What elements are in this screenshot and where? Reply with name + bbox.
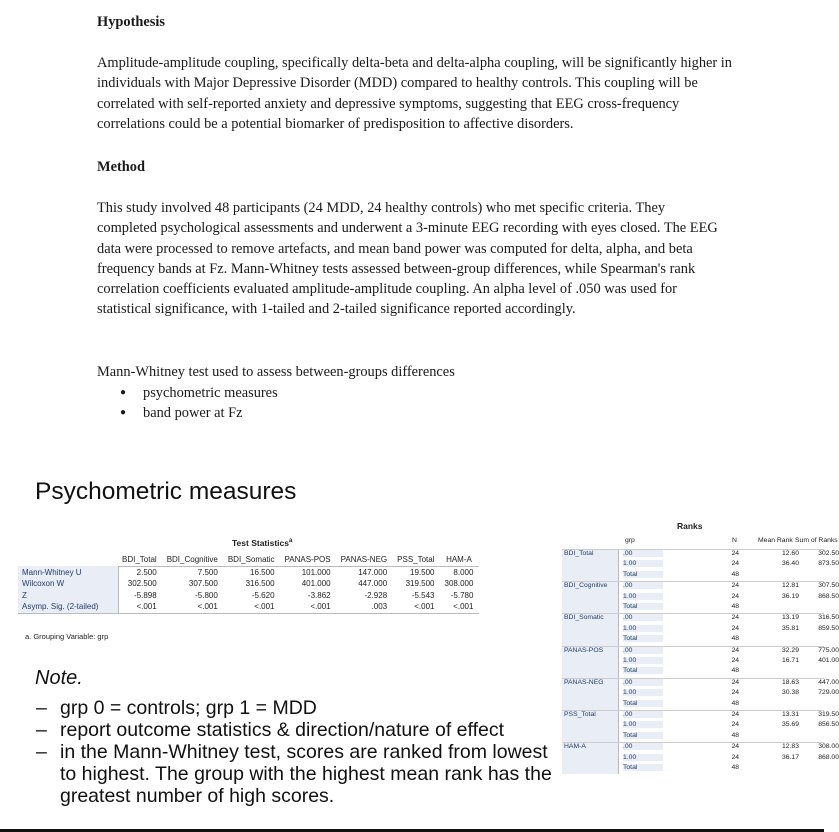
ranks-sum-cell: 775.00 <box>818 646 839 654</box>
ranks-sum-cell: 316.50 <box>818 614 839 622</box>
table-cell: 307.500 <box>188 579 218 589</box>
column-header: PANAS-NEG <box>337 554 394 566</box>
table-row <box>18 578 479 590</box>
table-header-row <box>18 554 479 566</box>
hypothesis-heading: Hypothesis <box>97 14 165 30</box>
ranks-block <box>562 581 839 613</box>
ranks-block <box>562 678 839 710</box>
ranks-sum-cell: 729.00 <box>818 689 839 697</box>
ranks-grp-cell: .00 <box>623 582 663 589</box>
ranks-n-cell: 24 <box>731 592 739 600</box>
table-cell: 401.000 <box>301 579 331 589</box>
ranks-grp-cell: .00 <box>623 743 663 750</box>
row-header-corner <box>18 554 118 566</box>
ranks-variable-label: BDI_Total <box>562 550 619 581</box>
ranks-sum-cell: 401.00 <box>818 656 839 664</box>
table-cell: 447.000 <box>358 579 388 589</box>
table-row <box>18 590 479 602</box>
table-cell: <.001 <box>441 601 480 613</box>
ranks-n-cell: 24 <box>731 624 739 632</box>
ranks-mean-rank-cell: 36.17 <box>781 753 799 761</box>
note-item: – grp 0 = controls; grp 1 = MDD <box>36 697 556 719</box>
caption-superscript: a <box>289 538 293 545</box>
ranks-block <box>562 646 839 678</box>
psychometric-title: Psychometric measures <box>35 478 297 505</box>
ranks-n-cell: 24 <box>731 711 739 718</box>
ranks-n-cell: 48 <box>731 699 739 707</box>
ranks-row <box>619 582 839 592</box>
ranks-grp-cell: 1.00 <box>623 593 663 600</box>
ranks-block <box>562 742 839 774</box>
column-header: BDI_Cognitive <box>163 554 224 566</box>
ranks-sum-cell: 447.00 <box>818 678 839 686</box>
ranks-header-sum-ranks: Sum of Ranks <box>795 537 838 544</box>
row-label: Mann-Whitney U <box>18 566 118 578</box>
ranks-row <box>619 624 839 635</box>
note-item: – in the Mann-Whitney test, scores are ranked from lowest to highest. The group with the highest mean rank has the greatest number of high scores. <box>36 741 556 807</box>
table-cell: 302.500 <box>127 579 157 589</box>
ranks-variable-label: PSS_Total <box>562 711 619 742</box>
table-cell: 101.000 <box>301 567 331 577</box>
ranks-grp-cell: 1.00 <box>623 560 663 567</box>
ranks-header-grp: grp <box>625 537 635 544</box>
row-label: Z <box>18 590 118 602</box>
ranks-row <box>619 743 839 753</box>
mann-whitney-intro: Mann-Whitney test used to assess between-groups differences <box>97 364 455 380</box>
table-cell: 147.000 <box>358 567 388 577</box>
table-cell: 316.500 <box>245 579 275 589</box>
ranks-grp-cell: .00 <box>623 647 663 654</box>
ranks-grp-cell: 1.00 <box>623 689 663 696</box>
ranks-variable-label: BDI_Somatic <box>562 614 619 645</box>
ranks-row <box>619 764 824 774</box>
table-cell: <.001 <box>163 601 224 613</box>
ranks-row <box>619 700 824 710</box>
ranks-sum-cell: 859.50 <box>818 624 839 632</box>
ranks-mean-rank-cell: 35.81 <box>781 624 799 632</box>
ranks-n-cell: 48 <box>731 667 739 675</box>
ranks-n-cell: 24 <box>731 753 739 761</box>
method-heading: Method <box>97 159 145 175</box>
ranks-row <box>619 603 824 613</box>
ranks-variable-label: BDI_Cognitive <box>562 582 619 613</box>
ranks-grp-cell: .00 <box>623 679 663 686</box>
column-header: BDI_Somatic <box>224 554 281 566</box>
ranks-sum-cell: 319.50 <box>818 711 839 718</box>
ranks-header-mean-rank: Mean Rank <box>758 537 793 544</box>
ranks-n-cell: 24 <box>731 614 739 622</box>
ranks-grp-cell: Total <box>623 732 663 739</box>
ranks-grp-cell: Total <box>623 635 663 642</box>
ranks-n-cell: 24 <box>731 689 739 697</box>
caption-text: Test Statistics <box>232 538 290 548</box>
ranks-n-cell: 48 <box>731 763 739 771</box>
bullet-item: ● psychometric measures <box>120 383 278 403</box>
column-header: HAM-A <box>441 554 480 566</box>
note-title: Note. <box>35 667 83 689</box>
ranks-row <box>619 656 839 667</box>
ranks-n-cell: 24 <box>731 646 739 654</box>
table-cell: <.001 <box>118 601 163 613</box>
table-cell: 2.500 <box>136 567 157 577</box>
table-cell: 319.500 <box>405 579 435 589</box>
ranks-variable-label: HAM-A <box>562 743 619 774</box>
ranks-variable-label: PANAS-POS <box>562 647 619 678</box>
ranks-row <box>619 689 839 699</box>
table-cell: <.001 <box>393 601 440 613</box>
ranks-grp-cell: Total <box>623 603 663 610</box>
ranks-row <box>619 550 839 560</box>
ranks-n-cell: 48 <box>731 570 739 578</box>
table-cell: 16.500 <box>250 567 275 577</box>
column-header: BDI_Total <box>118 554 163 566</box>
ranks-mean-rank-cell: 36.19 <box>781 592 799 600</box>
ranks-n-cell: 48 <box>731 602 739 610</box>
note-list <box>36 697 556 807</box>
ranks-sum-cell: 868.00 <box>818 753 839 761</box>
table-cell: 8.000 <box>453 567 474 577</box>
ranks-n-cell: 24 <box>731 582 739 590</box>
ranks-mean-rank-cell: 32.29 <box>781 646 799 654</box>
ranks-n-cell: 24 <box>731 721 739 729</box>
ranks-n-cell: 48 <box>731 635 739 643</box>
ranks-grp-cell: Total <box>623 764 663 771</box>
table-cell: -5.543 <box>411 590 435 600</box>
ranks-n-cell: 24 <box>731 743 739 751</box>
row-label: Wilcoxon W <box>18 578 118 590</box>
ranks-sum-cell: 307.50 <box>818 582 839 590</box>
ranks-row <box>619 667 824 677</box>
ranks-grp-cell: 1.00 <box>623 754 663 761</box>
ranks-grp-cell: 1.00 <box>623 625 663 632</box>
test-statistics-caption <box>232 538 292 548</box>
ranks-row <box>619 646 839 657</box>
ranks-sum-cell: 302.50 <box>818 550 839 557</box>
ranks-sum-cell: 856.50 <box>818 721 839 729</box>
ranks-block <box>562 613 839 645</box>
ranks-row <box>619 711 839 721</box>
ranks-grp-cell: .00 <box>623 711 663 718</box>
ranks-n-cell: 24 <box>731 550 739 557</box>
grouping-footnote: a. Grouping Variable: grp <box>25 632 109 641</box>
ranks-row <box>619 721 839 731</box>
method-paragraph: This study involved 48 participants (24 MDD, 24 healthy controls) who met specific criteria. They completed psychological assessments and underwent a 3-minute EEG recording with eyes closed. The EEG data were processed to remove artefacts, and mean band power was computed for delta, alpha, and beta frequency bands at Fz. Mann-Whitney tests assessed between-group differences, while Spearman's rank correlation coefficients evaluated amplitude-amplitude coupling. An alpha level of .050 was used for statistical significance, with 1-tailed and 2-tailed significance reported accordingly. <box>97 200 718 318</box>
table-cell: -5.780 <box>450 590 474 600</box>
ranks-grp-cell: 1.00 <box>623 657 663 664</box>
table-cell: <.001 <box>224 601 281 613</box>
column-header: PSS_Total <box>393 554 440 566</box>
ranks-row <box>619 732 824 742</box>
ranks-grp-cell: .00 <box>623 550 663 557</box>
table-cell: -2.928 <box>364 590 388 600</box>
ranks-mean-rank-cell: 36.40 <box>781 560 799 568</box>
ranks-caption: Ranks <box>677 521 703 531</box>
ranks-variable-label: PANAS-NEG <box>562 679 619 710</box>
note-item: – report outcome statistics & direction/nature of effect <box>36 719 556 741</box>
hypothesis-paragraph: Amplitude-amplitude coupling, specifically delta-beta and delta-alpha coupling, will be significantly higher in individuals with Major Depressive Disorder (MDD) compared to healthy controls. This coupling will be correlated with self-reported anxiety and depressive symptoms, suggesting that EEG cross-frequency correlations could be a potential biomarker of predisposition to affective disorders. <box>97 55 733 132</box>
ranks-sum-cell: 308.00 <box>818 743 839 751</box>
ranks-n-cell: 24 <box>731 678 739 686</box>
ranks-row <box>619 560 839 570</box>
ranks-row <box>619 571 824 581</box>
ranks-grp-cell: Total <box>623 571 663 578</box>
ranks-mean-rank-cell: 13.31 <box>781 711 799 718</box>
table-cell: 308.000 <box>444 579 474 589</box>
ranks-n-cell: 48 <box>731 731 739 739</box>
table-cell: 19.500 <box>410 567 435 577</box>
ranks-block <box>562 549 839 581</box>
ranks-grp-cell: Total <box>623 667 663 674</box>
table-cell: -5.800 <box>195 590 218 600</box>
table-cell: -3.862 <box>307 590 331 600</box>
ranks-row <box>619 753 839 764</box>
ranks-header-row <box>562 537 838 549</box>
table-row <box>18 566 479 578</box>
ranks-row <box>619 678 839 689</box>
table-cell: -5.620 <box>251 590 275 600</box>
ranks-row <box>619 614 839 624</box>
ranks-n-cell: 24 <box>731 656 739 664</box>
ranks-n-cell: 24 <box>731 560 739 568</box>
ranks-mean-rank-cell: 16.71 <box>781 656 799 664</box>
bullet-item: ● band power at Fz <box>120 403 278 423</box>
test-statistics-table <box>18 554 479 614</box>
table-cell: 7.500 <box>197 567 218 577</box>
table-cell: <.001 <box>281 601 337 613</box>
column-header: PANAS-POS <box>281 554 337 566</box>
ranks-block <box>562 710 839 742</box>
ranks-mean-rank-cell: 13.19 <box>781 614 799 622</box>
ranks-row <box>619 592 839 603</box>
ranks-sum-cell: 873.50 <box>818 560 839 568</box>
ranks-mean-rank-cell: 12.60 <box>781 550 799 557</box>
table-row <box>18 601 479 613</box>
ranks-mean-rank-cell: 12.83 <box>781 743 799 751</box>
ranks-mean-rank-cell: 12.81 <box>781 582 799 590</box>
ranks-row <box>619 635 824 645</box>
ranks-mean-rank-cell: 18.63 <box>781 678 799 686</box>
ranks-mean-rank-cell: 35.69 <box>781 721 799 729</box>
ranks-mean-rank-cell: 30.38 <box>781 689 799 697</box>
ranks-grp-cell: 1.00 <box>623 721 663 728</box>
table-cell: -5.898 <box>134 590 157 600</box>
method-bullet-list <box>120 383 278 423</box>
row-label: Asymp. Sig. (2-tailed) <box>18 601 118 613</box>
ranks-grp-cell: Total <box>623 700 663 707</box>
ranks-grp-cell: .00 <box>623 614 663 621</box>
ranks-sum-cell: 868.50 <box>818 592 839 600</box>
table-cell: .003 <box>337 601 394 613</box>
ranks-header-n: N <box>732 537 737 544</box>
